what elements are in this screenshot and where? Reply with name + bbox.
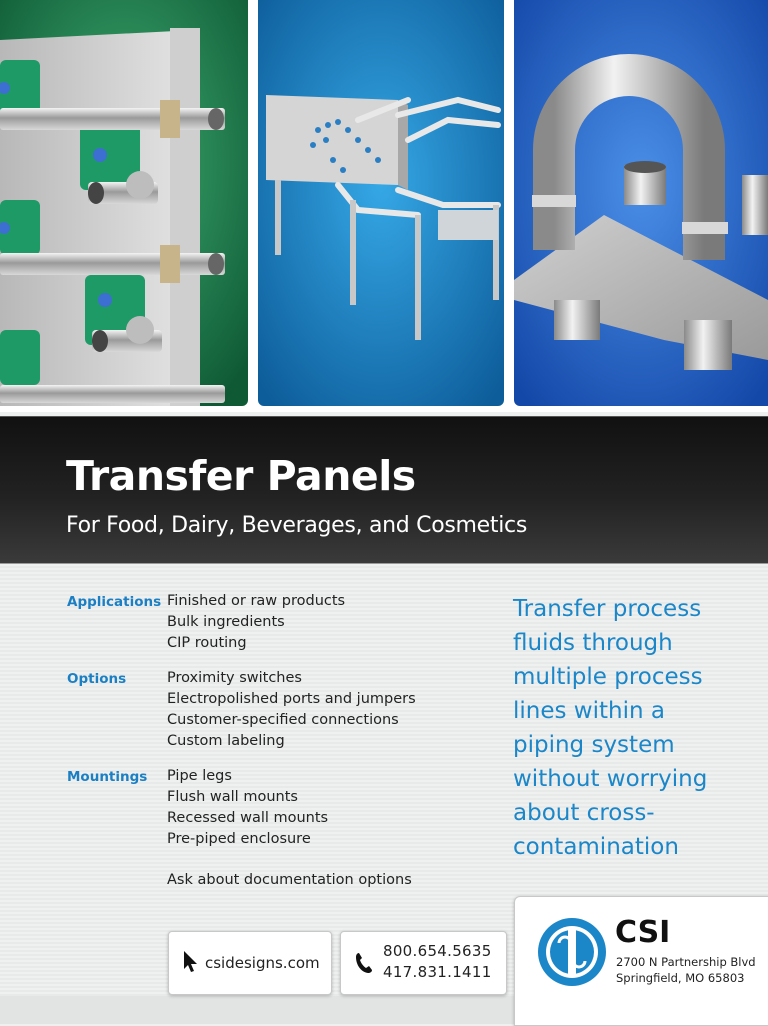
options-item: Proximity switches (167, 670, 302, 686)
options-item: Custom labeling (167, 733, 285, 749)
cursor-arrow-icon (183, 950, 199, 978)
product-photo-valve-panel (0, 0, 248, 406)
applications-item: CIP routing (167, 635, 247, 651)
product-photo-transfer-frame (258, 0, 504, 406)
documentation-note: Ask about documentation options (167, 872, 412, 888)
options-item: Customer-specified connections (167, 712, 399, 728)
phone-numbers[interactable] (340, 931, 507, 995)
phone-number-secondary: 417.831.1411 (383, 963, 492, 981)
mountings-item: Recessed wall mounts (167, 810, 329, 826)
tagline-line: multiple process (513, 664, 703, 690)
tagline-line: contamination (513, 834, 679, 860)
csi-logo (537, 917, 607, 991)
tagline-line: about cross- (513, 800, 655, 826)
page-subtitle: For Food, Dairy, Beverages, and Cosmetics (66, 513, 527, 538)
company-card (514, 896, 768, 1026)
address-line-1: 2700 N Partnership Blvd (616, 955, 756, 969)
tagline-line: piping system (513, 732, 675, 758)
mountings-item: Flush wall mounts (167, 789, 298, 805)
phone-handset-icon (355, 952, 373, 978)
website-text: csidesigns.com (205, 954, 320, 972)
footer-bar (0, 996, 514, 1024)
tagline-line: Transfer process (513, 596, 702, 622)
product-photo-u-bend-jumper (514, 0, 768, 406)
options-item: Electropolished ports and jumpers (167, 691, 416, 707)
mountings-label: Mountings (67, 769, 148, 785)
company-name: CSI (615, 915, 671, 950)
applications-label: Applications (67, 594, 162, 610)
tagline-line: fluids through (513, 630, 673, 656)
mountings-item: Pipe legs (167, 768, 232, 784)
address-line-2: Springfield, MO 65803 (616, 971, 745, 985)
phone-number-primary: 800.654.5635 (383, 942, 492, 960)
tagline (513, 592, 753, 864)
applications-item: Finished or raw products (167, 593, 346, 609)
applications-item: Bulk ingredients (167, 614, 285, 630)
page-title: Transfer Panels (66, 452, 416, 500)
options-label: Options (67, 671, 127, 687)
website-link[interactable] (168, 931, 332, 995)
tagline-line: without worrying (513, 766, 708, 792)
mountings-item: Pre-piped enclosure (167, 831, 311, 847)
tagline-line: lines within a (513, 698, 665, 724)
